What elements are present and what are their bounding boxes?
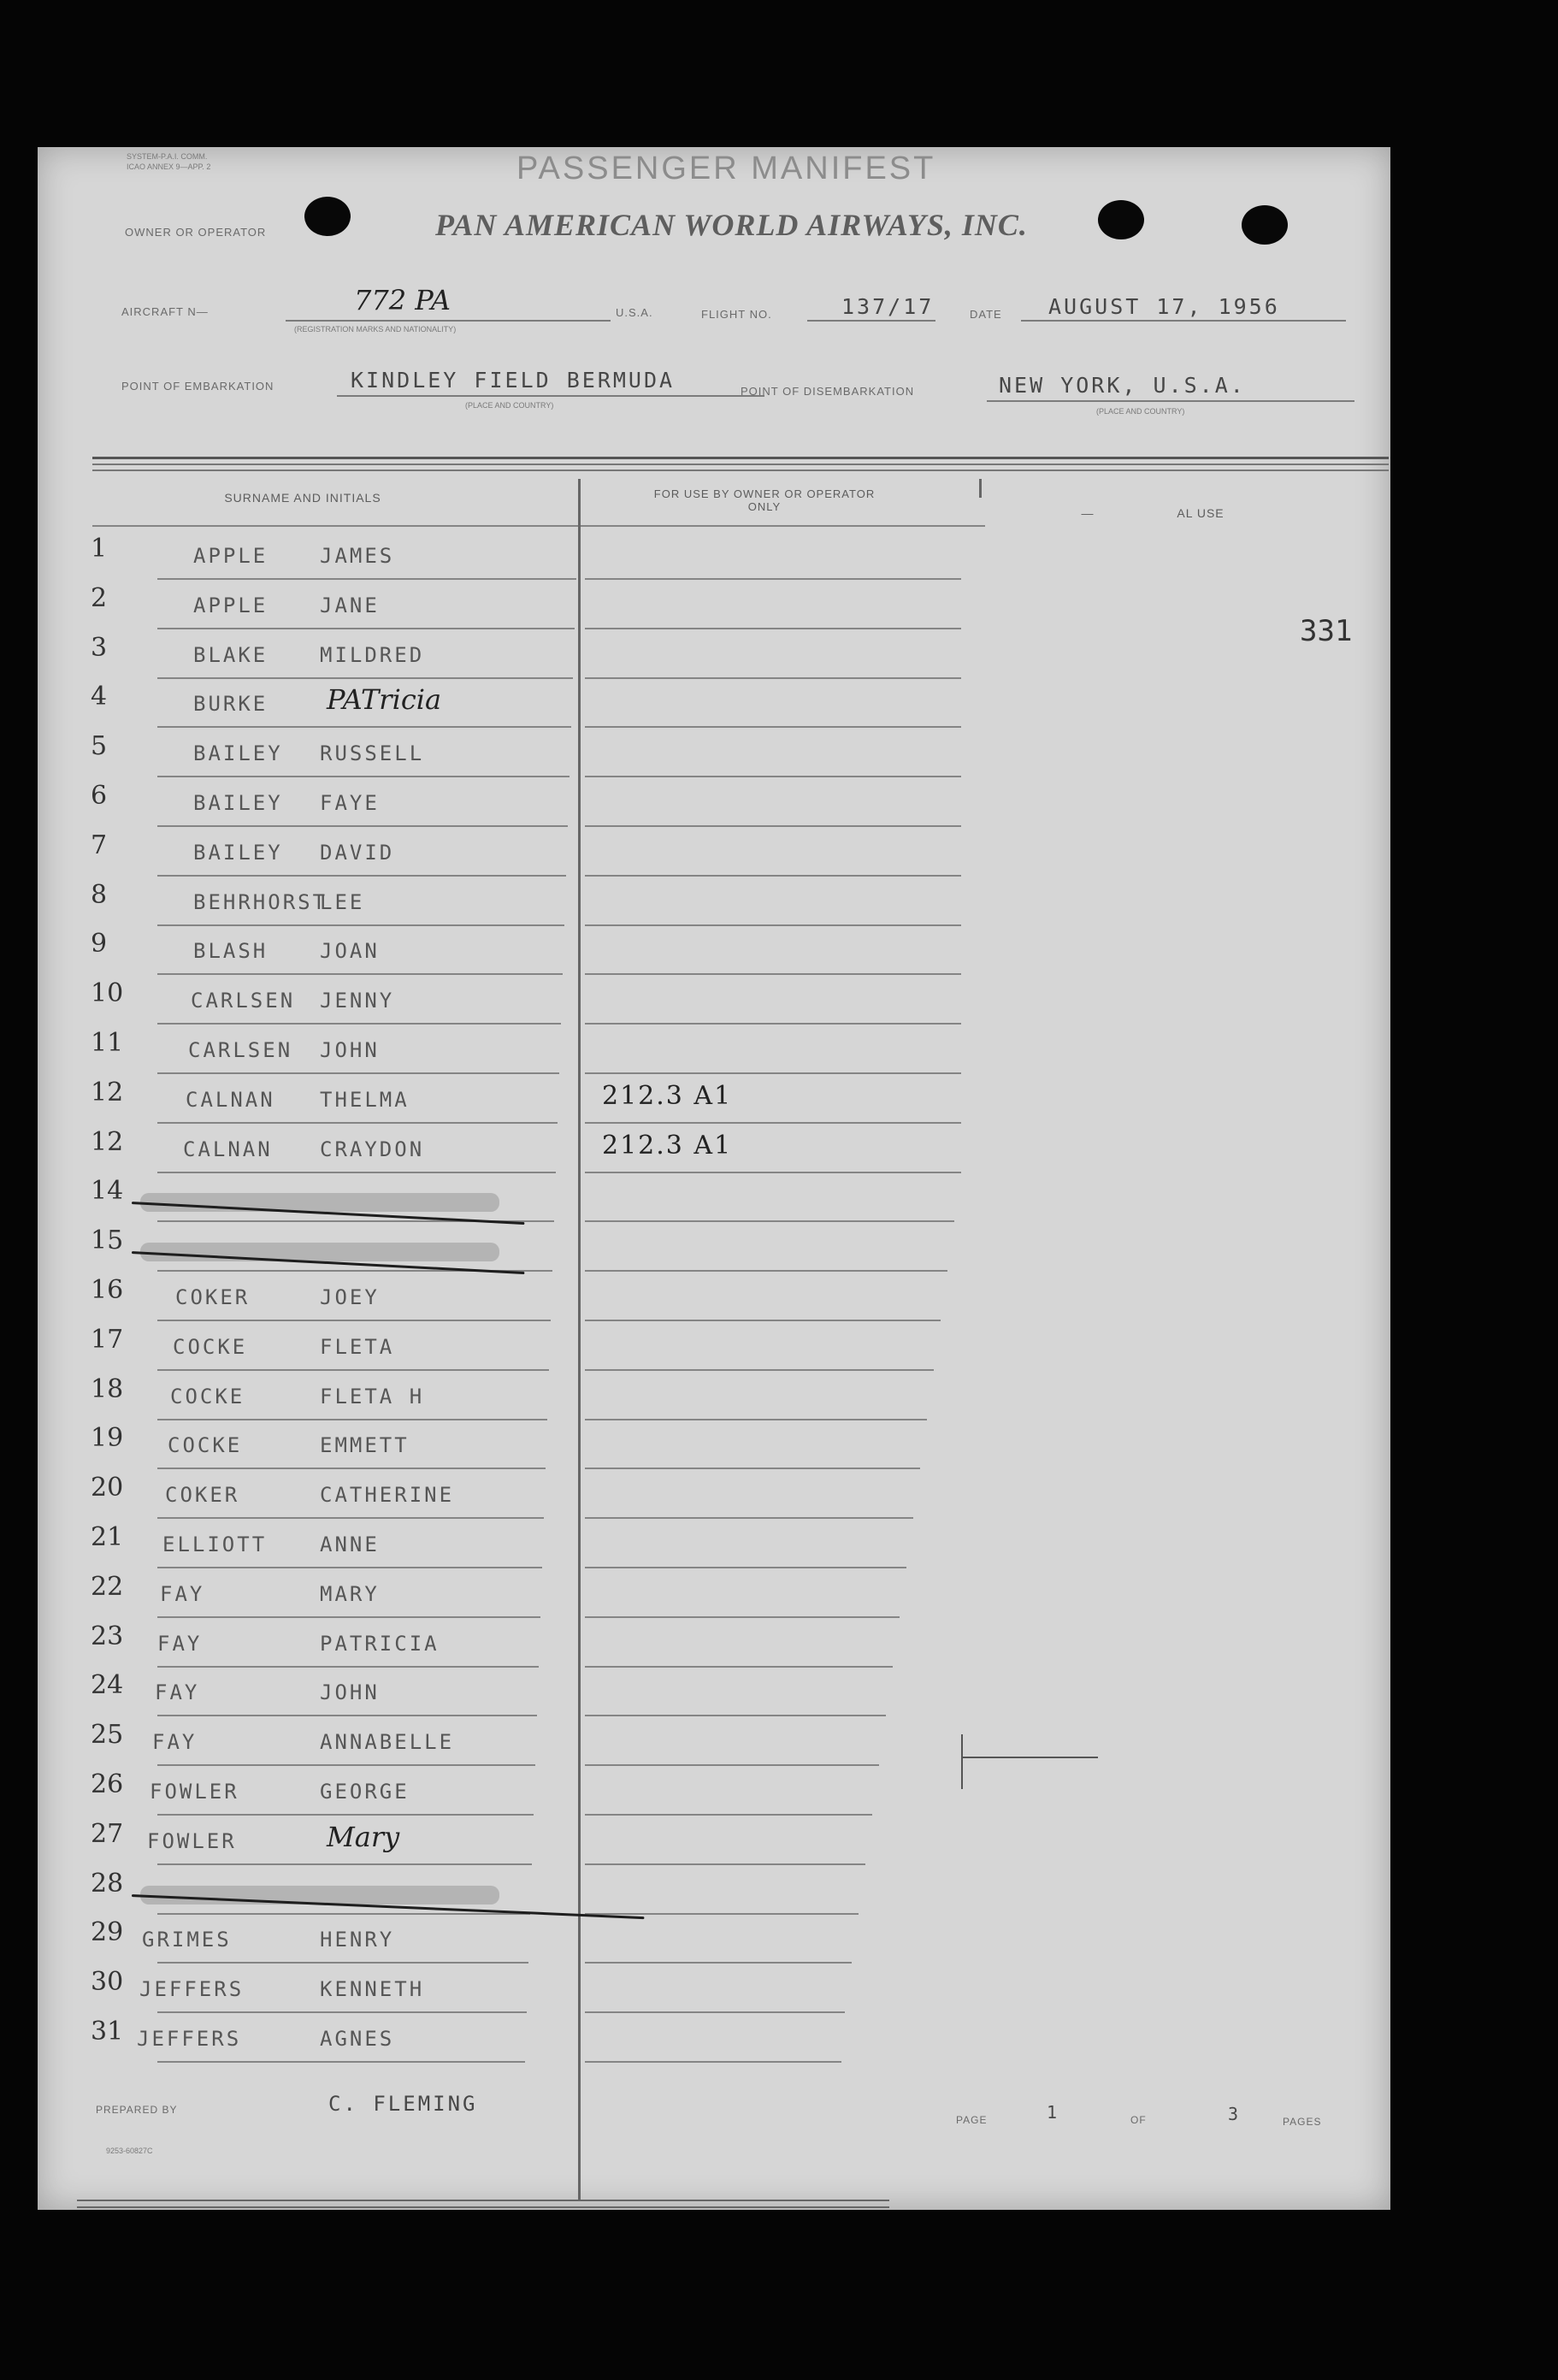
row-rule-owner bbox=[585, 1616, 900, 1618]
row-rule-name bbox=[157, 2011, 527, 2013]
row-rule-name bbox=[157, 1666, 539, 1668]
row-rule-owner bbox=[585, 677, 961, 679]
date-label: DATE bbox=[970, 308, 1002, 321]
passenger-surname: COCKE bbox=[170, 1385, 245, 1409]
row-number: 26 bbox=[91, 1769, 124, 1799]
passenger-given-name: CATHERINE bbox=[320, 1483, 455, 1507]
row-number: 8 bbox=[91, 880, 108, 910]
row-number: 24 bbox=[91, 1670, 124, 1700]
embark-underline bbox=[337, 395, 764, 397]
row-number: 18 bbox=[91, 1374, 124, 1404]
passenger-row bbox=[38, 1026, 1389, 1076]
passenger-surname: JEFFERS bbox=[137, 2027, 242, 2051]
embark-sublabel: (PLACE AND COUNTRY) bbox=[465, 401, 554, 410]
of-value: 3 bbox=[1228, 2104, 1242, 2124]
passenger-surname: FOWLER bbox=[150, 1780, 239, 1804]
passenger-given-name: JAMES bbox=[320, 544, 395, 568]
row-rule-owner bbox=[585, 1962, 852, 1964]
embark-label: POINT OF EMBARKATION bbox=[121, 380, 274, 393]
row-rule-name bbox=[157, 1567, 542, 1568]
erased-entry bbox=[140, 1193, 499, 1212]
passenger-row bbox=[38, 1224, 1389, 1273]
row-number: 3 bbox=[91, 633, 108, 663]
row-number: 4 bbox=[91, 682, 108, 712]
row-rule-name bbox=[157, 776, 569, 777]
passenger-row bbox=[38, 1421, 1389, 1471]
disembark-value: NEW YORK, U.S.A. bbox=[999, 373, 1246, 398]
passenger-surname: BAILEY bbox=[193, 741, 283, 765]
row-number: 23 bbox=[91, 1621, 124, 1651]
passenger-surname: JEFFERS bbox=[139, 1977, 245, 2001]
passenger-surname: BAILEY bbox=[193, 841, 283, 865]
passenger-row bbox=[38, 1817, 1389, 1867]
passenger-surname: BAILEY bbox=[193, 791, 283, 815]
row-rule-name bbox=[157, 924, 564, 926]
passenger-given-name: MARY bbox=[320, 1582, 380, 1606]
row-rule-name bbox=[157, 1468, 546, 1469]
date-underline bbox=[1021, 320, 1346, 322]
row-number: 22 bbox=[91, 1572, 124, 1602]
page-title: PASSENGER MANIFEST bbox=[516, 151, 936, 186]
row-rule-owner bbox=[585, 1220, 954, 1222]
row-rule-name bbox=[157, 726, 571, 728]
row-number: 9 bbox=[91, 929, 108, 959]
passenger-row bbox=[38, 729, 1389, 779]
passenger-row bbox=[38, 1471, 1389, 1521]
punch-hole bbox=[304, 197, 351, 236]
punch-hole bbox=[1098, 200, 1144, 239]
row-rule-owner bbox=[585, 1122, 961, 1124]
passenger-surname: COCKE bbox=[168, 1433, 243, 1457]
footer-rule-2 bbox=[77, 2206, 889, 2208]
row-number: 12 bbox=[91, 1127, 124, 1157]
passenger-row bbox=[38, 1965, 1389, 2015]
header-rule-2 bbox=[92, 464, 1389, 465]
row-rule-name bbox=[157, 1962, 528, 1964]
row-rule-name bbox=[157, 1419, 547, 1420]
row-rule-name bbox=[157, 1122, 558, 1124]
page-stamp-number: 331 bbox=[1300, 614, 1353, 648]
passenger-row bbox=[38, 779, 1389, 829]
passenger-row bbox=[38, 1323, 1389, 1373]
row-rule-name bbox=[157, 1616, 540, 1618]
row-number: 29 bbox=[91, 1917, 124, 1947]
passenger-surname: CALNAN bbox=[186, 1088, 275, 1112]
row-rule-name bbox=[157, 578, 576, 580]
passenger-surname: BLASH bbox=[193, 939, 269, 963]
passenger-given-name: FLETA bbox=[320, 1335, 395, 1359]
passenger-row bbox=[38, 1768, 1389, 1817]
passenger-given-name: DAVID bbox=[320, 841, 395, 865]
col-header-owner: FOR USE BY OWNER OR OPERATOR ONLY bbox=[653, 487, 876, 513]
passenger-surname: FAY bbox=[152, 1730, 198, 1754]
passenger-row bbox=[38, 1521, 1389, 1570]
header-rule-1 bbox=[92, 457, 1389, 459]
passenger-surname: BURKE bbox=[193, 692, 269, 716]
row-rule-owner bbox=[585, 1814, 872, 1816]
row-number: 16 bbox=[91, 1275, 124, 1305]
row-rule-owner bbox=[585, 1270, 947, 1272]
passenger-row bbox=[38, 582, 1389, 631]
row-rule-name bbox=[157, 1913, 530, 1915]
aircraft-label: AIRCRAFT N— bbox=[121, 305, 209, 318]
row-rule-name bbox=[157, 1715, 537, 1716]
passenger-surname: BLAKE bbox=[193, 643, 269, 667]
passenger-given-name: HENRY bbox=[320, 1928, 395, 1952]
passenger-row bbox=[38, 1076, 1389, 1125]
row-rule-owner bbox=[585, 1715, 886, 1716]
passenger-given-name: JOEY bbox=[320, 1285, 380, 1309]
row-rule-owner bbox=[585, 1764, 879, 1766]
passenger-row bbox=[38, 1867, 1389, 1916]
passenger-given-name: JANE bbox=[320, 594, 380, 617]
passenger-row bbox=[38, 927, 1389, 977]
passenger-row bbox=[38, 1718, 1389, 1768]
row-rule-name bbox=[157, 2061, 525, 2063]
row-rule-owner bbox=[585, 1567, 906, 1568]
passenger-given-name: CRAYDON bbox=[320, 1137, 425, 1161]
row-number: 6 bbox=[91, 781, 108, 811]
aircraft-value: 772 PA bbox=[354, 284, 451, 316]
page-value: 1 bbox=[1047, 2102, 1060, 2123]
row-rule-name bbox=[157, 1863, 532, 1865]
row-number: 30 bbox=[91, 1967, 124, 1997]
passenger-row bbox=[38, 1125, 1389, 1175]
aircraft-sublabel: (REGISTRATION MARKS AND NATIONALITY) bbox=[294, 325, 457, 334]
passenger-row bbox=[38, 532, 1389, 582]
passenger-given-name: PATricia bbox=[327, 683, 442, 716]
row-rule-name bbox=[157, 1369, 549, 1371]
row-rule-owner bbox=[585, 1023, 961, 1025]
row-rule-owner bbox=[585, 875, 961, 877]
date-value: AUGUST 17, 1956 bbox=[1048, 294, 1280, 319]
passenger-surname: ELLIOTT bbox=[162, 1533, 268, 1556]
manifest-sheet bbox=[38, 147, 1390, 2210]
passenger-surname: CARLSEN bbox=[191, 989, 296, 1013]
passenger-row bbox=[38, 1570, 1389, 1620]
passenger-surname: CARLSEN bbox=[188, 1038, 293, 1062]
row-rule-owner bbox=[585, 726, 961, 728]
passenger-row bbox=[38, 977, 1389, 1026]
passenger-given-name: PATRICIA bbox=[320, 1632, 440, 1656]
row-rule-owner bbox=[585, 825, 961, 827]
regulation-line-1: SYSTEM-P.A.I. COMM. bbox=[127, 152, 208, 161]
passenger-given-name: RUSSELL bbox=[320, 741, 425, 765]
row-rule-owner bbox=[585, 1468, 920, 1469]
country-text: U.S.A. bbox=[616, 306, 653, 319]
header-rule-3 bbox=[92, 470, 1389, 471]
passenger-given-name: THELMA bbox=[320, 1088, 410, 1112]
row-rule-owner bbox=[585, 1320, 941, 1321]
passenger-row bbox=[38, 1620, 1389, 1669]
passenger-surname: COKER bbox=[165, 1483, 240, 1507]
row-number: 1 bbox=[91, 534, 108, 564]
flight-label: FLIGHT NO. bbox=[701, 308, 772, 321]
row-number: 20 bbox=[91, 1473, 124, 1503]
footer-rule-1 bbox=[77, 2200, 889, 2201]
passenger-given-name: MILDRED bbox=[320, 643, 425, 667]
row-number: 12 bbox=[91, 1078, 124, 1107]
row-rule-name bbox=[157, 973, 563, 975]
erased-entry bbox=[140, 1243, 499, 1261]
disembark-sublabel: (PLACE AND COUNTRY) bbox=[1096, 407, 1185, 416]
row-rule-name bbox=[157, 1023, 561, 1025]
passenger-given-name: JOHN bbox=[320, 1038, 380, 1062]
row-rule-owner bbox=[585, 578, 961, 580]
embark-value: KINDLEY FIELD BERMUDA bbox=[351, 368, 676, 393]
of-label: OF bbox=[1130, 2114, 1147, 2126]
passenger-row bbox=[38, 680, 1389, 729]
passenger-surname: FOWLER bbox=[147, 1829, 237, 1853]
row-rule-owner bbox=[585, 924, 961, 926]
col-header-underline bbox=[92, 525, 985, 527]
passenger-surname: BEHRHORST bbox=[193, 890, 328, 914]
row-number: 5 bbox=[91, 731, 108, 761]
row-number: 25 bbox=[91, 1720, 124, 1750]
prepared-value: C. FLEMING bbox=[328, 2092, 478, 2116]
row-rule-name bbox=[157, 1172, 556, 1173]
row-number: 28 bbox=[91, 1869, 124, 1899]
row-rule-owner bbox=[585, 1072, 961, 1074]
passenger-given-name: Mary bbox=[327, 1821, 400, 1853]
passenger-row bbox=[38, 878, 1389, 928]
passenger-row bbox=[38, 1273, 1389, 1323]
passenger-surname: APPLE bbox=[193, 594, 269, 617]
flight-value: 137/17 bbox=[841, 294, 935, 319]
passenger-row bbox=[38, 1668, 1389, 1718]
punch-hole bbox=[1242, 205, 1288, 245]
page-label: PAGE bbox=[956, 2114, 988, 2126]
row-number: 15 bbox=[91, 1225, 124, 1255]
passenger-surname: CALNAN bbox=[183, 1137, 273, 1161]
passenger-row bbox=[38, 829, 1389, 878]
row-rule-owner bbox=[585, 973, 961, 975]
passenger-given-name: JENNY bbox=[320, 989, 395, 1013]
aircraft-underline bbox=[286, 320, 611, 322]
passenger-row bbox=[38, 1373, 1389, 1422]
row-rule-owner bbox=[585, 2011, 845, 2013]
disembark-underline bbox=[987, 400, 1354, 402]
row-rule-name bbox=[157, 1072, 559, 1074]
passenger-given-name: GEORGE bbox=[320, 1780, 410, 1804]
passenger-row bbox=[38, 1174, 1389, 1224]
pages-label: PAGES bbox=[1283, 2116, 1322, 2128]
row-number: 21 bbox=[91, 1522, 124, 1552]
passenger-given-name: LEE bbox=[320, 890, 365, 914]
row-number: 19 bbox=[91, 1423, 124, 1453]
col-header-official-b: AL USE bbox=[1177, 506, 1225, 520]
passenger-given-name: ANNABELLE bbox=[320, 1730, 455, 1754]
passenger-given-name: JOAN bbox=[320, 939, 380, 963]
row-number: 17 bbox=[91, 1325, 124, 1355]
column-divider-2-tick bbox=[979, 479, 982, 498]
row-number: 14 bbox=[91, 1176, 124, 1206]
passenger-given-name: ANNE bbox=[320, 1533, 380, 1556]
row-rule-name bbox=[157, 1764, 535, 1766]
row-number: 10 bbox=[91, 978, 124, 1008]
passenger-surname: FAY bbox=[160, 1582, 205, 1606]
owner-value: PAN AMERICAN WORLD AIRWAYS, INC. bbox=[435, 208, 1028, 242]
passenger-given-name: FLETA H bbox=[320, 1385, 425, 1409]
passenger-row bbox=[38, 631, 1389, 681]
operator-note: 212.3 A1 bbox=[602, 1131, 733, 1160]
passenger-surname: APPLE bbox=[193, 544, 269, 568]
row-rule-owner bbox=[585, 1517, 913, 1519]
passenger-surname: COKER bbox=[175, 1285, 251, 1309]
owner-label: OWNER OR OPERATOR bbox=[125, 226, 267, 239]
passenger-given-name: KENNETH bbox=[320, 1977, 425, 2001]
row-rule-name bbox=[157, 1320, 551, 1321]
passenger-given-name: FAYE bbox=[320, 791, 380, 815]
form-code: 9253-60827C bbox=[106, 2147, 153, 2155]
disembark-label: POINT OF DISEMBARKATION bbox=[741, 385, 915, 398]
row-rule-owner bbox=[585, 776, 961, 777]
row-number: 2 bbox=[91, 583, 108, 613]
passenger-given-name: EMMETT bbox=[320, 1433, 410, 1457]
row-rule-name bbox=[157, 875, 566, 877]
col-header-official-a: — bbox=[1081, 506, 1095, 520]
passenger-row bbox=[38, 1916, 1389, 1965]
row-rule-owner bbox=[585, 2061, 841, 2063]
row-rule-owner bbox=[585, 1369, 934, 1371]
passenger-surname: FAY bbox=[157, 1632, 203, 1656]
prepared-label: PREPARED BY bbox=[96, 2104, 178, 2116]
row-rule-name bbox=[157, 825, 568, 827]
flight-underline bbox=[807, 320, 935, 322]
row-rule-owner bbox=[585, 1913, 859, 1915]
passenger-surname: FAY bbox=[155, 1680, 200, 1704]
row-number: 11 bbox=[91, 1028, 124, 1058]
row-number: 31 bbox=[91, 2017, 124, 2046]
regulation-line-2: ICAO ANNEX 9—APP. 2 bbox=[127, 162, 211, 171]
passenger-surname: COCKE bbox=[173, 1335, 248, 1359]
row-rule-owner bbox=[585, 1863, 865, 1865]
operator-note: 212.3 A1 bbox=[602, 1081, 733, 1111]
row-rule-owner bbox=[585, 628, 961, 629]
passenger-given-name: AGNES bbox=[320, 2027, 395, 2051]
row-rule-owner bbox=[585, 1419, 927, 1420]
row-rule-name bbox=[157, 1517, 544, 1519]
row-rule-owner bbox=[585, 1172, 961, 1173]
row-rule-name bbox=[157, 677, 573, 679]
row-number: 7 bbox=[91, 830, 108, 860]
row-rule-name bbox=[157, 1814, 534, 1816]
row-rule-owner bbox=[585, 1666, 893, 1668]
passenger-given-name: JOHN bbox=[320, 1680, 380, 1704]
passenger-row bbox=[38, 2015, 1389, 2064]
passenger-surname: GRIMES bbox=[142, 1928, 232, 1952]
row-number: 27 bbox=[91, 1819, 124, 1849]
row-rule-name bbox=[157, 628, 575, 629]
col-header-surname: SURNAME AND INITIALS bbox=[224, 491, 381, 505]
